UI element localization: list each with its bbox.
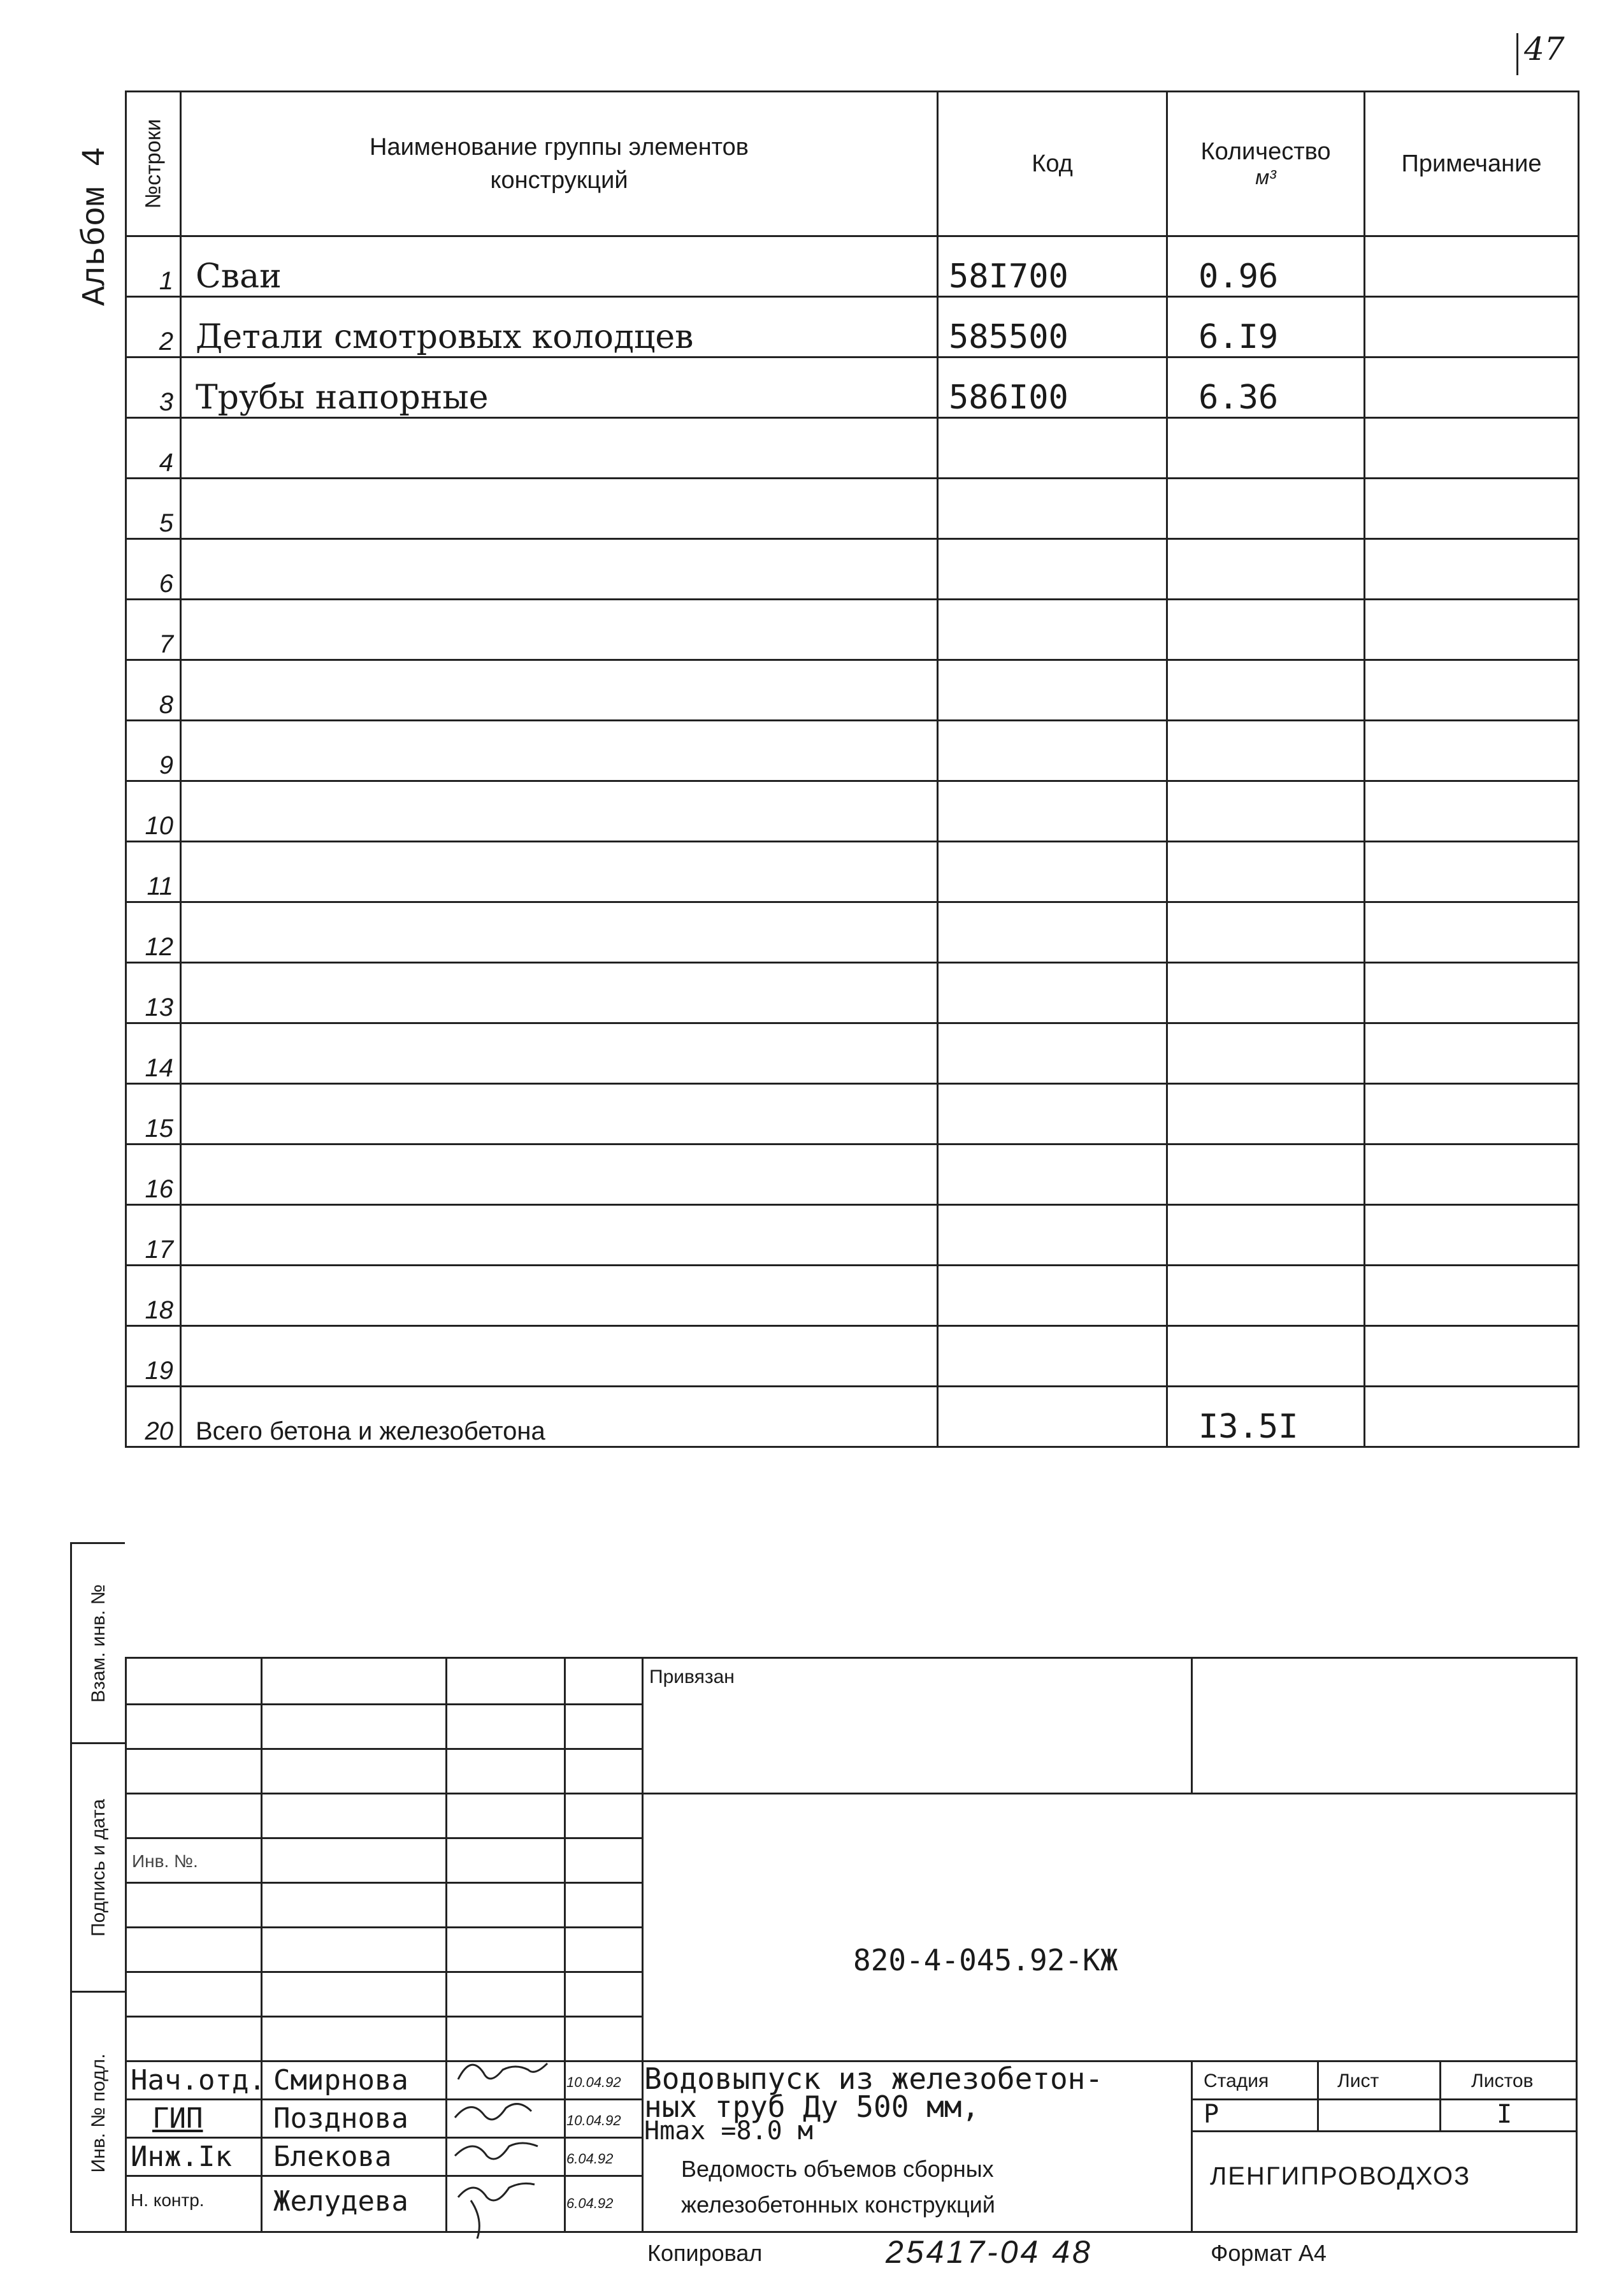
- row-note: [1365, 1023, 1579, 1084]
- row-note: [1365, 357, 1579, 418]
- table-row: [126, 236, 1579, 297]
- row-note: [1365, 600, 1579, 660]
- binding-strip: [70, 1542, 125, 2233]
- organization: ЛЕНГИПРОВОДХОЗ: [1210, 2162, 1471, 2190]
- row-quantity: [1167, 781, 1365, 842]
- table-row: [126, 902, 1579, 963]
- staff-role-2: ГИП: [152, 2102, 203, 2135]
- table-row: [126, 781, 1579, 842]
- staff-name-4: Желудева: [273, 2185, 408, 2218]
- row-number: 17: [126, 1205, 181, 1266]
- row-quantity: [1167, 1266, 1365, 1326]
- table-row: [126, 1084, 1579, 1144]
- row-name: [181, 842, 938, 902]
- row-name: [181, 902, 938, 963]
- staff-date-4: 6.04.92: [566, 2195, 614, 2211]
- row-number: 4: [126, 418, 181, 479]
- sheets-value: I: [1497, 2100, 1513, 2129]
- row-code: [938, 1326, 1167, 1387]
- row-code: [938, 1084, 1167, 1144]
- title-line-1: Водовыпуск из железобетон-: [644, 2061, 1104, 2096]
- row-name: [181, 1023, 938, 1084]
- row-quantity: I3.5I: [1167, 1387, 1365, 1447]
- row-number: 14: [126, 1023, 181, 1084]
- row-number: 11: [126, 842, 181, 902]
- row-quantity: [1167, 418, 1365, 479]
- staff-name-2: Позднова: [273, 2102, 408, 2135]
- row-number: 5: [126, 479, 181, 539]
- sheets-label: Листов: [1471, 2070, 1534, 2091]
- album-label: Альбом 4: [76, 147, 114, 306]
- table-row: [126, 963, 1579, 1023]
- row-number: 12: [126, 902, 181, 963]
- table-row: [126, 539, 1579, 600]
- page-number-rule: [1516, 33, 1518, 75]
- row-note: [1365, 1387, 1579, 1447]
- signatures: [445, 2054, 564, 2239]
- table-row: [126, 721, 1579, 781]
- table-row: [126, 660, 1579, 721]
- subtitle-line-1: Ведомость объемов сборных: [681, 2156, 994, 2182]
- row-code: 58I700: [938, 236, 1167, 297]
- row-name: [181, 721, 938, 781]
- inv-number-label: Инв. №.: [132, 1851, 198, 1871]
- row-code: 586I00: [938, 357, 1167, 418]
- row-quantity: [1167, 479, 1365, 539]
- format-label: Формат А4: [1211, 2240, 1327, 2266]
- row-number: 2: [126, 297, 181, 357]
- strip-podpis: Подпись и дата: [72, 1744, 125, 1993]
- header-note: Примечание: [1365, 92, 1579, 236]
- row-note: [1365, 479, 1579, 539]
- row-name: [181, 1144, 938, 1205]
- header-quantity-label: Количество: [1200, 138, 1331, 165]
- page-number: 47: [1524, 31, 1565, 68]
- row-name: Трубы напорные: [181, 357, 938, 418]
- row-number: 7: [126, 600, 181, 660]
- row-number: 15: [126, 1084, 181, 1144]
- row-number: 19: [126, 1326, 181, 1387]
- title-line-3: Hmax =8.0 м: [644, 2116, 813, 2146]
- subtitle-line-2: железобетонных конструкций: [681, 2191, 995, 2218]
- row-name: [181, 1084, 938, 1144]
- table-row: [126, 1144, 1579, 1205]
- row-quantity: [1167, 539, 1365, 600]
- header-name: Наименование группы элементов конструкций: [181, 92, 938, 236]
- table-row: [126, 1326, 1579, 1387]
- staff-name-1: Смирнова: [273, 2064, 408, 2097]
- volume-table: [125, 90, 1579, 1448]
- row-quantity: [1167, 1326, 1365, 1387]
- row-quantity: 6.I9: [1167, 297, 1365, 357]
- row-note: [1365, 1205, 1579, 1266]
- row-quantity: [1167, 1144, 1365, 1205]
- staff-date-2: 10.04.92: [566, 2112, 621, 2128]
- row-code: [938, 418, 1167, 479]
- row-number: 8: [126, 660, 181, 721]
- row-note: [1365, 418, 1579, 479]
- stage-value: Р: [1204, 2100, 1220, 2129]
- row-note: [1365, 1326, 1579, 1387]
- row-name: [181, 479, 938, 539]
- copied-value: 25417-04 48: [886, 2234, 1093, 2270]
- staff-role-3: Инж.Iк: [131, 2141, 232, 2173]
- row-code: 585500: [938, 297, 1167, 357]
- row-name: Детали смотровых колодцев: [181, 297, 938, 357]
- header-code: Код: [938, 92, 1167, 236]
- row-note: [1365, 297, 1579, 357]
- row-note: [1365, 539, 1579, 600]
- row-quantity: [1167, 721, 1365, 781]
- row-name: [181, 963, 938, 1023]
- row-quantity: [1167, 1084, 1365, 1144]
- table-row: [126, 479, 1579, 539]
- strip-inv: Инв. № подл.: [87, 2053, 109, 2172]
- row-name: [181, 781, 938, 842]
- strip-vzam: Взам. инв. №: [72, 1544, 125, 1744]
- row-note: [1365, 963, 1579, 1023]
- header-quantity-unit: м³: [1255, 166, 1276, 189]
- row-number: 13: [126, 963, 181, 1023]
- row-code: [938, 1205, 1167, 1266]
- privyazan-label: Привязан: [649, 1666, 735, 1687]
- row-quantity: [1167, 963, 1365, 1023]
- row-quantity: [1167, 660, 1365, 721]
- row-note: [1365, 1084, 1579, 1144]
- row-note: [1365, 660, 1579, 721]
- staff-role-4: Н. контр.: [131, 2190, 205, 2210]
- row-code: [938, 1023, 1167, 1084]
- row-code: [938, 721, 1167, 781]
- table-row: [126, 842, 1579, 902]
- row-code: [938, 539, 1167, 600]
- row-name: [181, 660, 938, 721]
- title-line-2: ных труб Ду 500 мм,: [644, 2090, 980, 2124]
- row-note: [1365, 902, 1579, 963]
- table-row: [126, 600, 1579, 660]
- row-number: 6: [126, 539, 181, 600]
- row-name: [181, 1266, 938, 1326]
- row-code: [938, 963, 1167, 1023]
- row-note: [1365, 1144, 1579, 1205]
- row-note: [1365, 781, 1579, 842]
- row-number: 9: [126, 721, 181, 781]
- row-code: [938, 1144, 1167, 1205]
- table-row: [126, 1205, 1579, 1266]
- row-quantity: [1167, 600, 1365, 660]
- row-name: [181, 418, 938, 479]
- row-quantity: [1167, 902, 1365, 963]
- row-number: 16: [126, 1144, 181, 1205]
- row-note: [1365, 842, 1579, 902]
- row-note: [1365, 1266, 1579, 1326]
- row-name: [181, 1326, 938, 1387]
- document-code: 820-4-045.92-КЖ: [853, 1943, 1118, 1977]
- row-number: 10: [126, 781, 181, 842]
- table-row: [126, 357, 1579, 418]
- row-name: [181, 1205, 938, 1266]
- row-name: Всего бетона и железобетона: [181, 1387, 938, 1447]
- staff-date-3: 6.04.92: [566, 2151, 614, 2167]
- staff-role-1: Нач.отд.: [131, 2064, 266, 2097]
- row-code: [938, 902, 1167, 963]
- row-quantity: [1167, 1205, 1365, 1266]
- stage-label: Стадия: [1204, 2070, 1269, 2091]
- table-header-row: [126, 92, 1579, 236]
- table-row: [126, 1387, 1579, 1447]
- sheet-label: Лист: [1337, 2070, 1379, 2091]
- row-code: [938, 842, 1167, 902]
- staff-date-1: 10.04.92: [566, 2074, 621, 2090]
- row-quantity: 6.36: [1167, 357, 1365, 418]
- table-row: [126, 297, 1579, 357]
- row-number: 1: [126, 236, 181, 297]
- row-code: [938, 479, 1167, 539]
- table-row: [126, 1266, 1579, 1326]
- table-row: [126, 1023, 1579, 1084]
- row-number: 3: [126, 357, 181, 418]
- row-code: [938, 1387, 1167, 1447]
- title-block: [125, 1657, 1578, 2233]
- row-name: [181, 539, 938, 600]
- row-name: [181, 600, 938, 660]
- staff-name-3: Блекова: [273, 2141, 392, 2173]
- copied-label: Копировал: [647, 2240, 763, 2266]
- row-quantity: [1167, 1023, 1365, 1084]
- row-code: [938, 781, 1167, 842]
- row-note: [1365, 236, 1579, 297]
- row-number: 20: [126, 1387, 181, 1447]
- row-quantity: 0.96: [1167, 236, 1365, 297]
- row-code: [938, 600, 1167, 660]
- header-quantity: [1167, 92, 1365, 236]
- row-code: [938, 660, 1167, 721]
- row-number: 18: [126, 1266, 181, 1326]
- header-row-number: №строки: [126, 92, 181, 236]
- table-row: [126, 418, 1579, 479]
- row-name: Сваи: [181, 236, 938, 297]
- row-note: [1365, 721, 1579, 781]
- row-quantity: [1167, 842, 1365, 902]
- row-code: [938, 1266, 1167, 1326]
